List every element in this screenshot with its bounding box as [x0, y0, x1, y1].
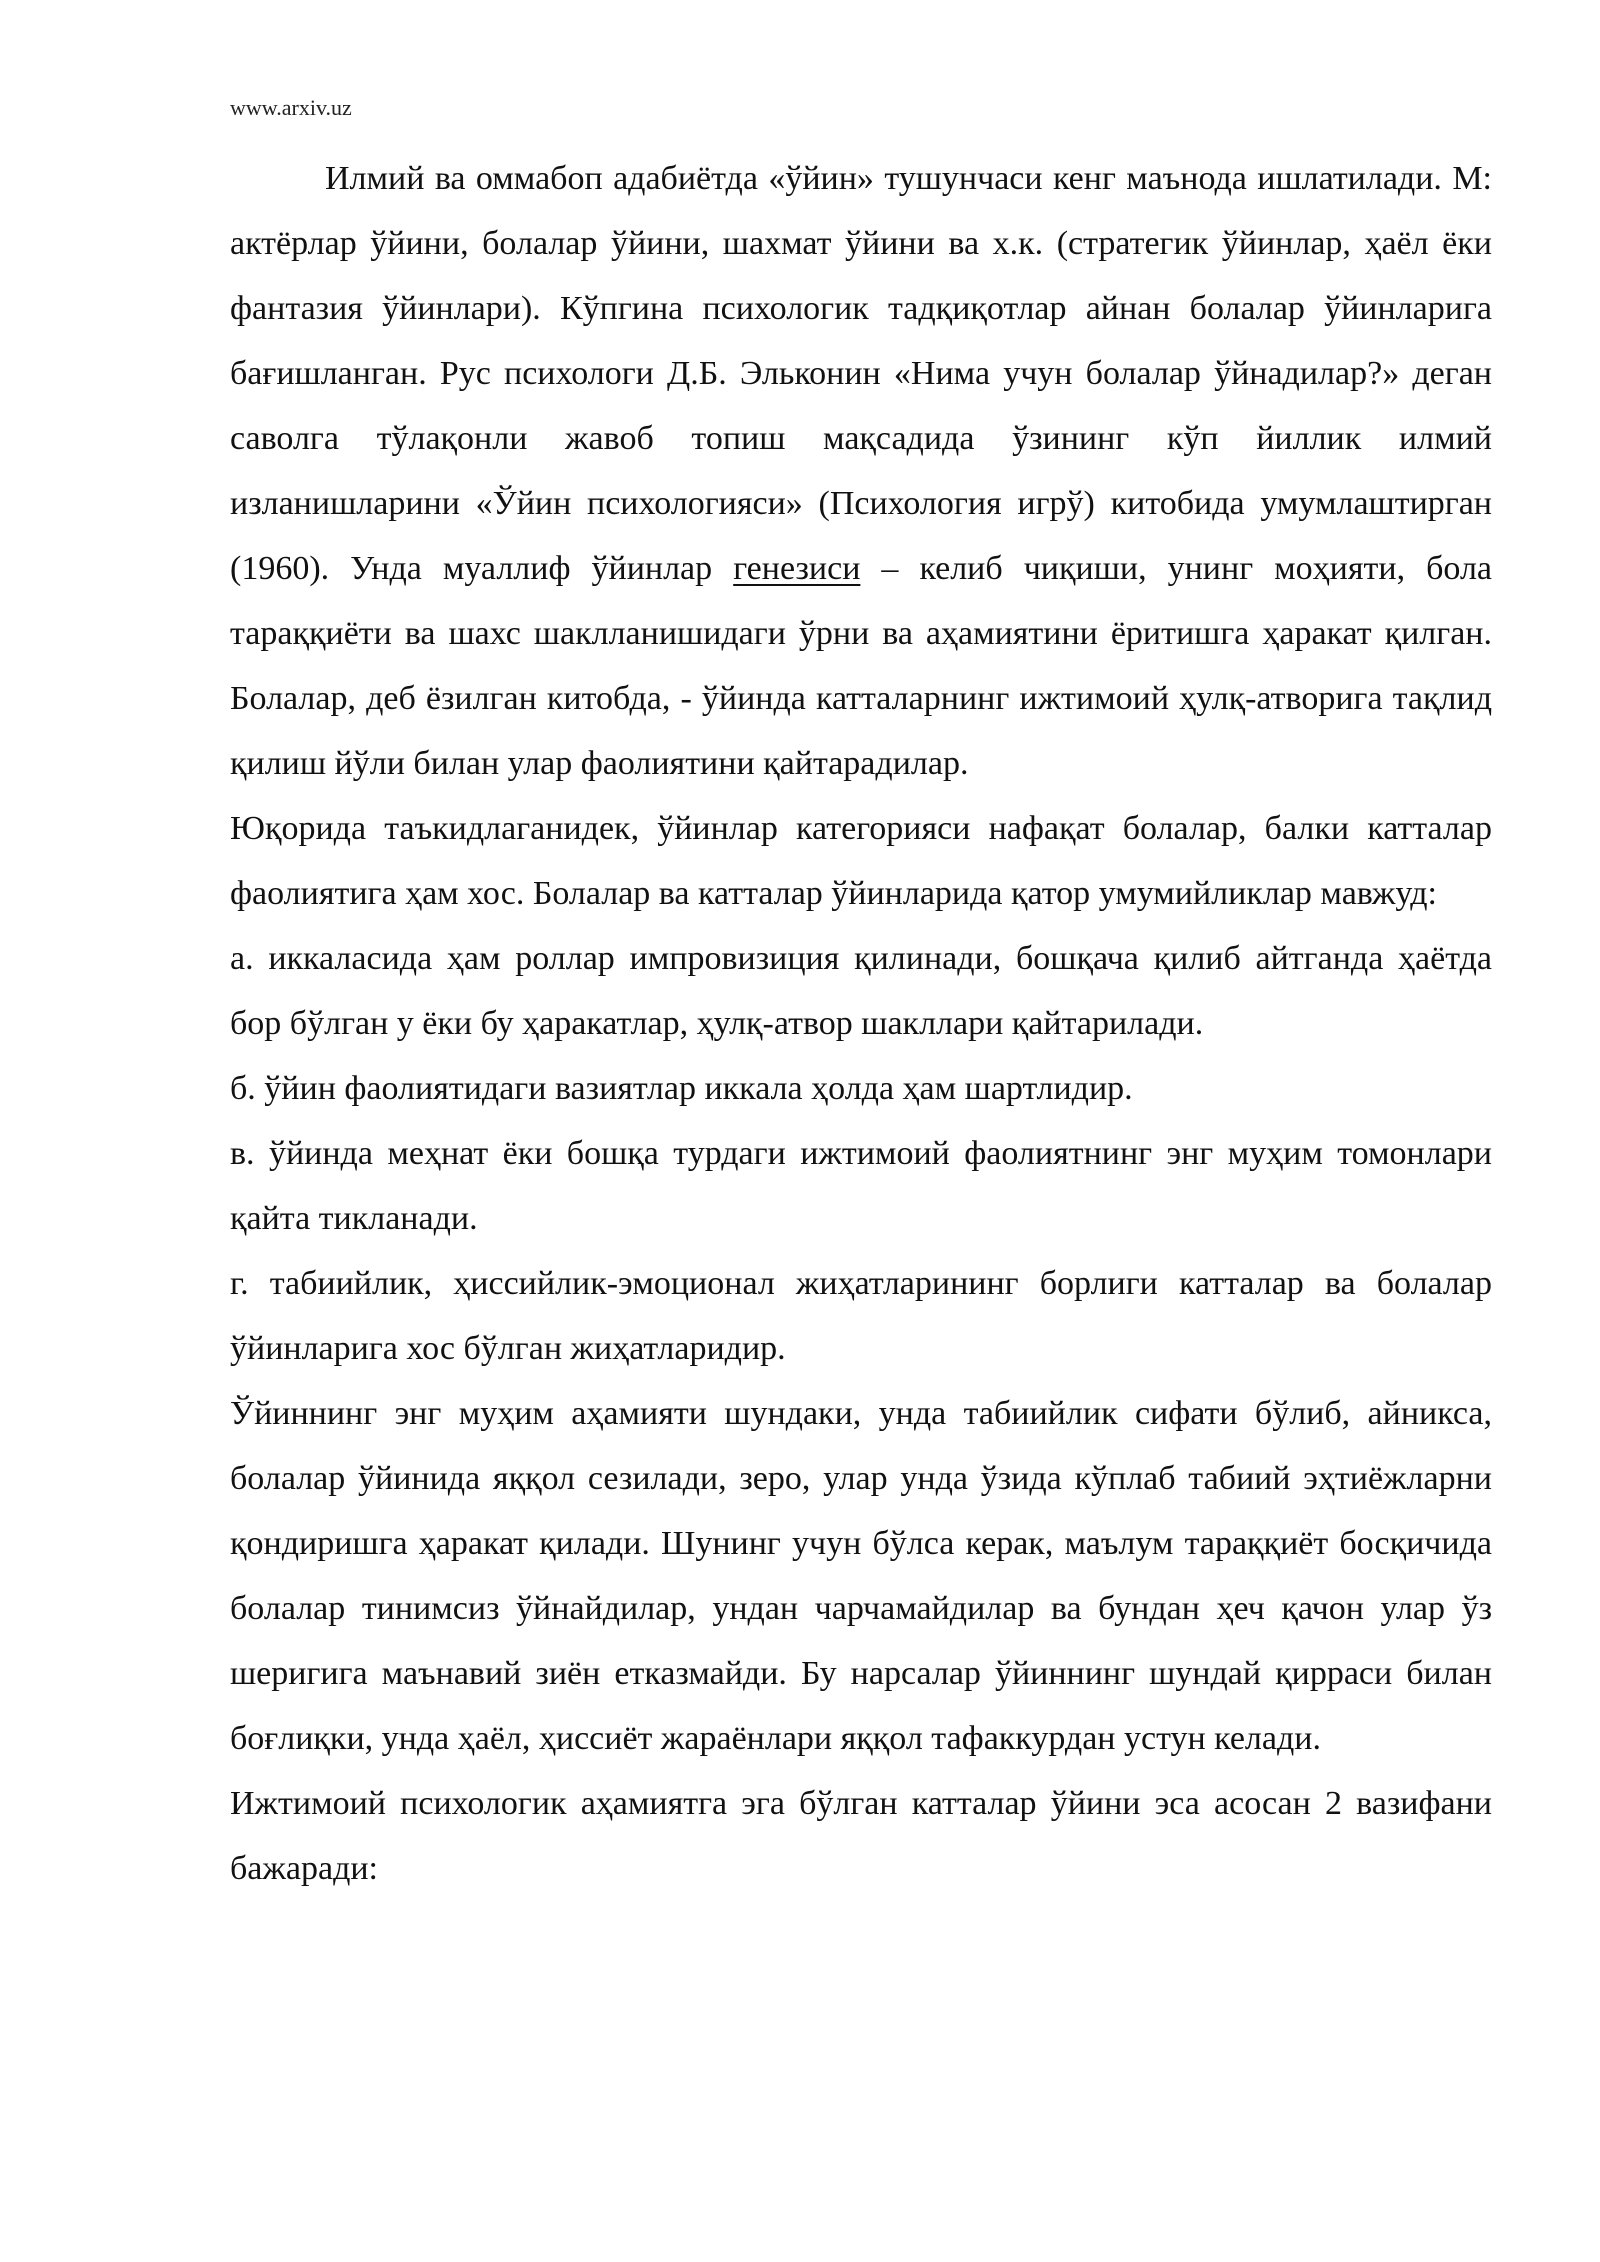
- genesis-link[interactable]: генезиси: [733, 550, 861, 587]
- paragraph-importance: Ўйиннинг энг муҳим аҳамияти шундаки, унда табиийлик сифати бўлиб, айникса, болалар ўйинида яққол сезилади, зеро, улар унда ўзида кўплаб табиий эҳтиёжларни қондиришга ҳаракат қилади. Шунинг учун бўлса керак, маълум тараққиёт босқичида болалар тинимсиз ўйнайдилар, ундан чарчамайдилар ва бундан ҳеч қачон улар ўз шеригига маънавий зиён етказмайди. Бу нарсалар ўйиннинг шундай қирраси билан боғлиқки, унда ҳаёл, ҳиссиёт жараёнлари яққол тафаккурдан устун келади.: [230, 1395, 1492, 1757]
- paragraph-categories: Юқорида таъкидлаганидек, ўйинлар категорияси нафақат болалар, балки катталар фаолиятига ҳам хос. Болалар ва катталар ўйинларида қатор умумийликлар мавжуд:: [230, 810, 1492, 912]
- list-item-b: б. ўйин фаолиятидаги вазиятлар иккала ҳолда ҳам шартлидир.: [230, 1070, 1133, 1107]
- list-item-v: в. ўйинда меҳнат ёки бошқа турдаги ижтимоий фаолиятнинг энг муҳим томонлари қайта тикланади.: [230, 1135, 1492, 1237]
- paragraph-intro-text-end: – келиб чиқиши, унинг моҳияти, бола тараққиёти ва шахс шаклланишидаги ўрни ва аҳамиятини ёритишга ҳаракат қилган. Болалар, деб ёзилган китобда, - ўйинда катталарнинг ижтимоий ҳулқ-атворига тақлид қилиш йўли билан улар фаолиятини қайтарадилар.: [230, 550, 1493, 782]
- list-item-g: г. табиийлик, ҳиссийлик-эмоционал жиҳатларининг борлиги катталар ва болалар ўйинларига хос бўлган жиҳатларидир.: [230, 1265, 1492, 1367]
- paragraph-intro: [230, 146, 1492, 796]
- list-item-a: а. иккаласида ҳам роллар импровизиция қилинади, бошқача қилиб айтганда ҳаётда бор бўлган у ёки бу ҳаракатлар, ҳулқ-атвор шакллари қайтарилади.: [230, 940, 1492, 1042]
- paragraph-intro-text-start: Илмий ва оммабоп адабиётда «ўйин» тушунчаси кенг маънода ишлатилади. М: актёрлар ўйини, болалар ўйини, шахмат ўйини ва х.к. (стратегик ўйинлар, ҳаёл ёки фантазия ўйинлари). Кўпгина психологик тадқиқотлар айнан болалар ўйинларига бағишланган. Рус психологи Д.Б. Эльконин «Нима учун болалар ўйнадилар?» деган саволга тўлақонли жавоб топиш мақсадида ўзининг кўп йиллик илмий изланишларини «Ўйин психологияси» (Психология игрў) китобида умумлаштирган (1960). Унда муаллиф ўйинлар: [230, 160, 1492, 587]
- paragraph-adult-games: Ижтимоий психологик аҳамиятга эга бўлган катталар ўйини эса асосан 2 вазифани бажаради:: [230, 1785, 1492, 1887]
- document-body: [230, 146, 1492, 1901]
- site-header: www.arxiv.uz: [230, 95, 352, 120]
